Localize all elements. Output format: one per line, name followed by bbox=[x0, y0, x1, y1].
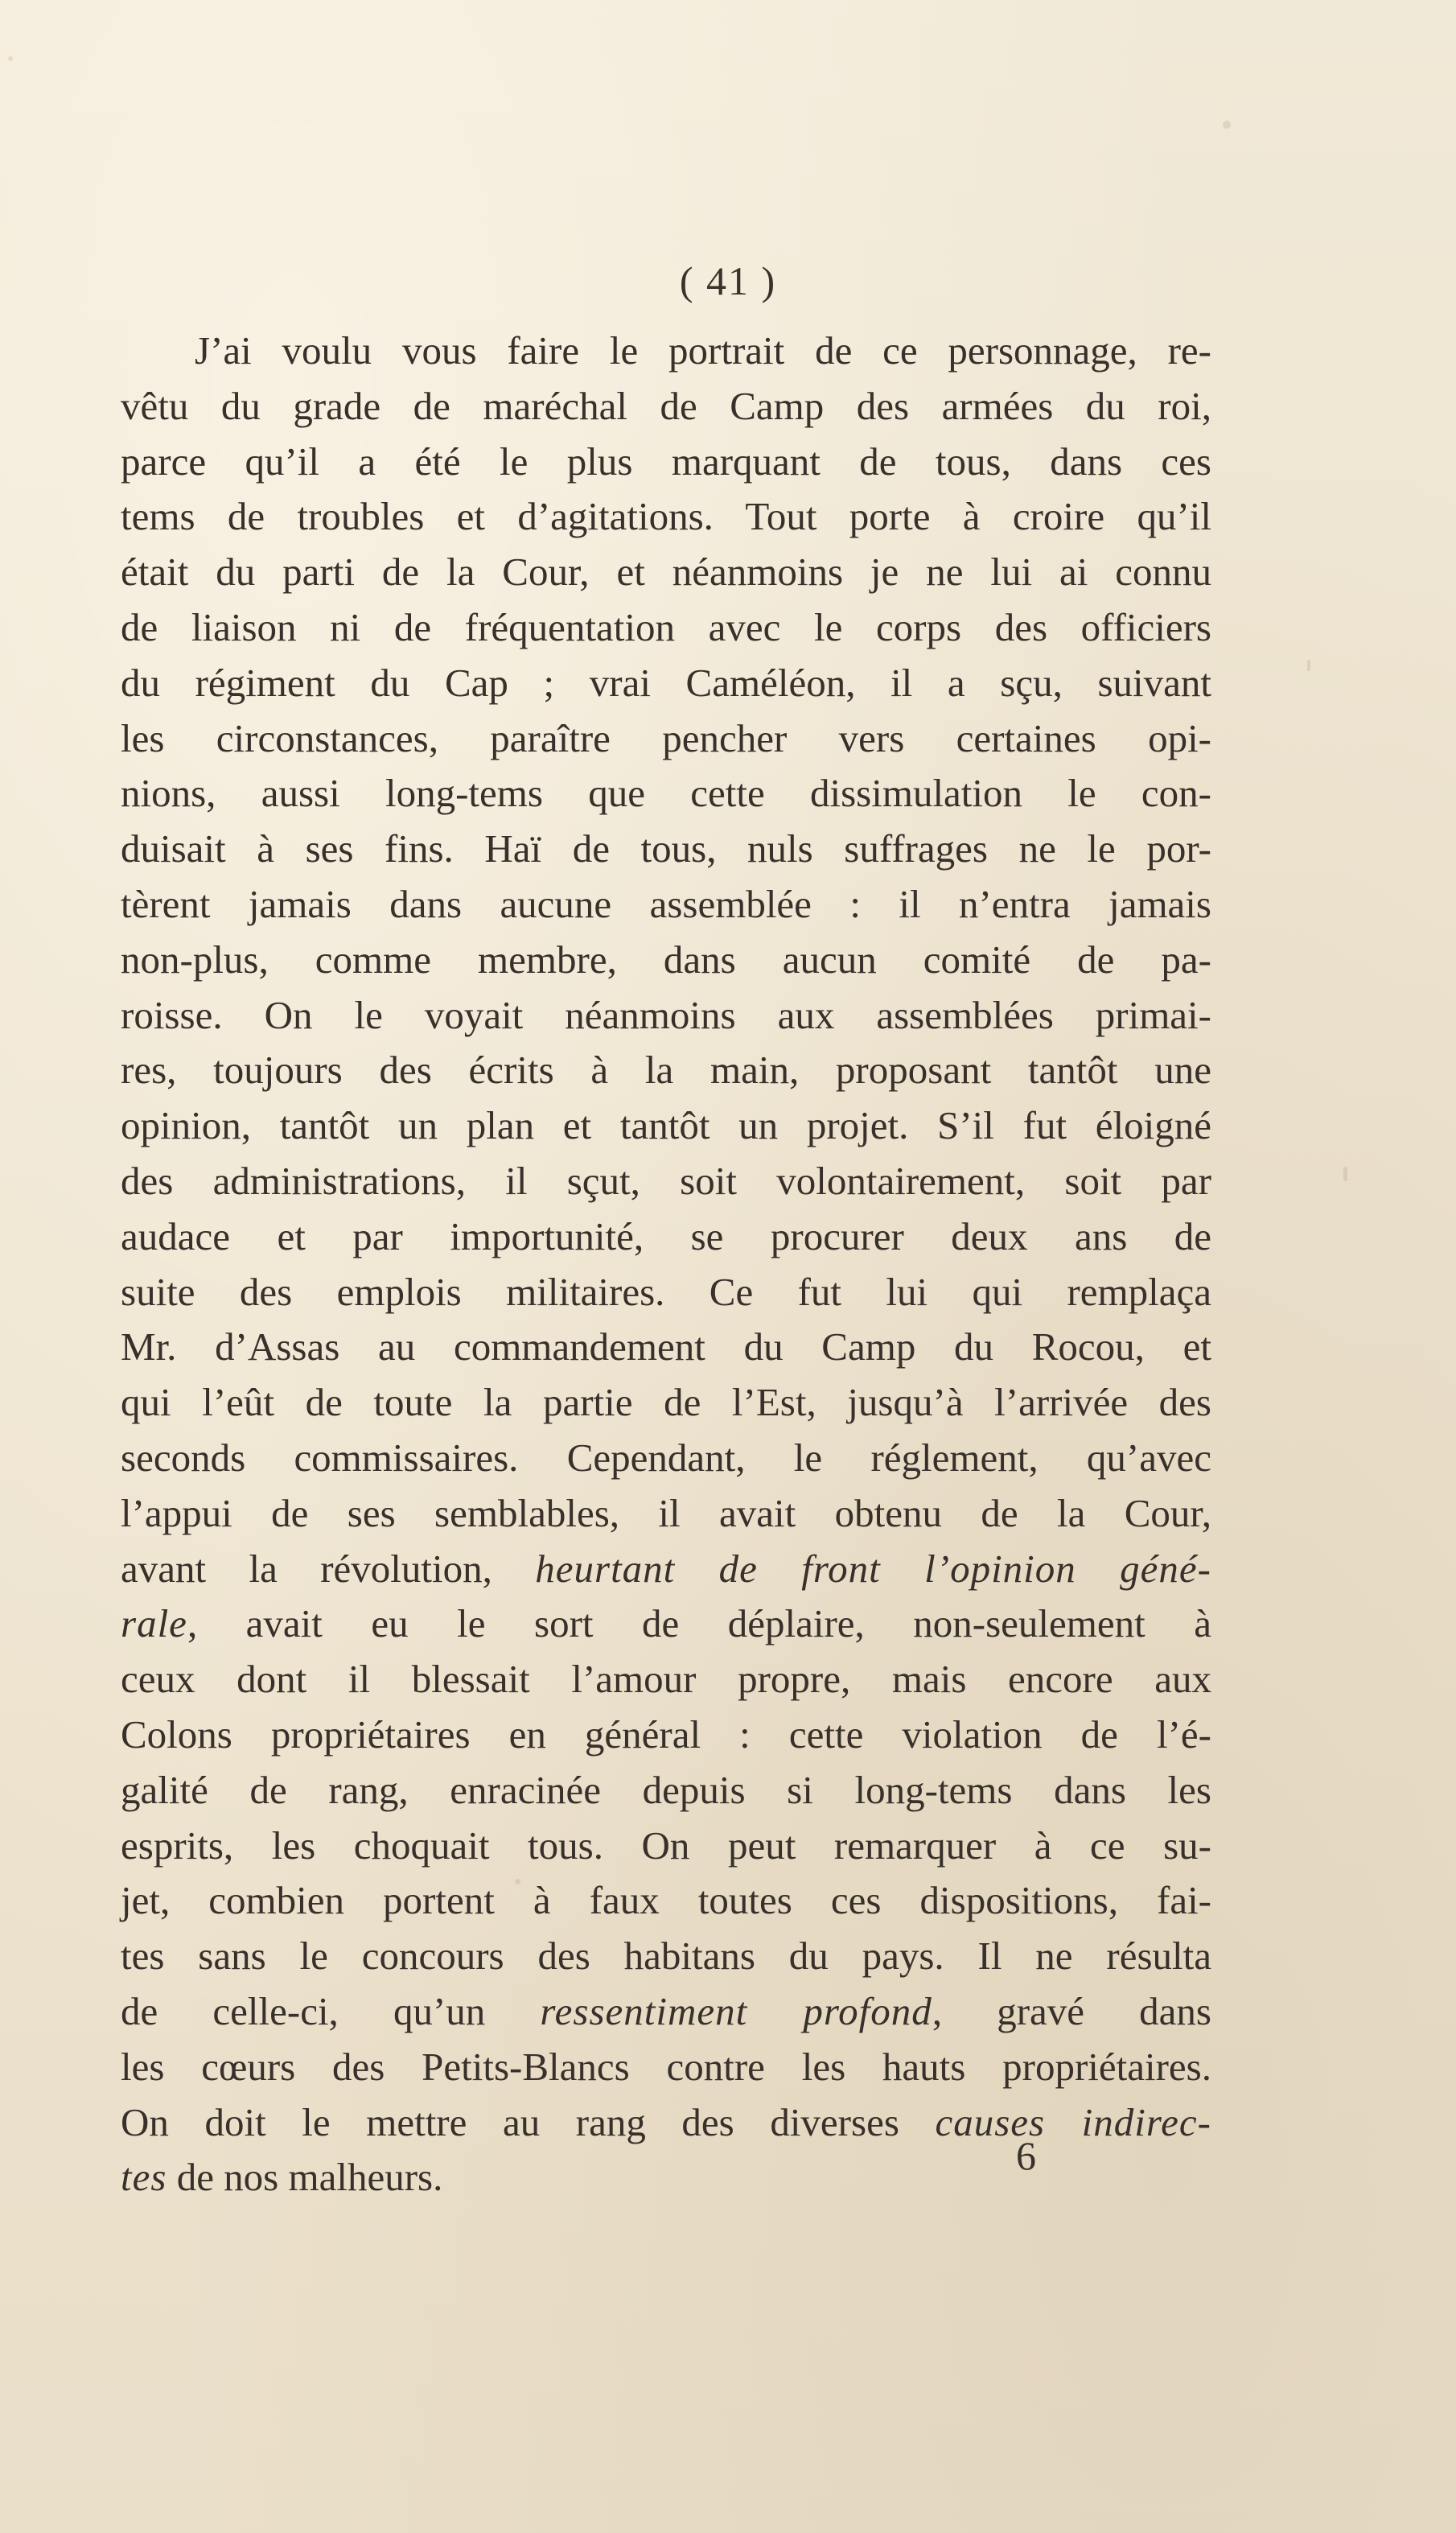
text-segment: opinion, tantôt un plan et tantôt un projet. S’il fut éloigné bbox=[121, 1103, 1211, 1148]
text-segment: les circonstances, paraître pencher vers certaines opi- bbox=[121, 715, 1211, 760]
text-line bbox=[121, 1929, 1211, 1984]
text-segment: tèrent jamais dans aucune assemblée : il n’entra jamais bbox=[121, 881, 1211, 926]
page-number: ( 41 ) bbox=[679, 258, 777, 303]
text-segment: avant la révolution, bbox=[121, 1546, 536, 1591]
text-segment: les cœurs des Petits-Blancs contre les hauts propriétaires. bbox=[121, 2044, 1211, 2089]
text-segment: vêtu du grade de maréchal de Camp des armées du roi, bbox=[121, 383, 1211, 428]
text-line bbox=[121, 379, 1211, 435]
italic-segment: heurtant de front l’opinion géné- bbox=[535, 1546, 1211, 1591]
text-segment: duisait à ses fins. Haï de tous, nuls suffrages ne le por- bbox=[121, 826, 1211, 871]
text-segment: des administrations, il sçut, soit volontairement, soit par bbox=[121, 1158, 1211, 1203]
text-segment: non-plus, comme membre, dans aucun comité de pa- bbox=[121, 937, 1211, 982]
italic-segment: tes bbox=[121, 2155, 167, 2200]
text-segment: du régiment du Cap ; vrai Caméléon, il a sçu, suivant bbox=[121, 660, 1211, 705]
text-line bbox=[121, 988, 1211, 1044]
text-line bbox=[121, 1707, 1211, 1763]
text-line bbox=[121, 1265, 1211, 1320]
text-segment: de celle-ci, qu’un bbox=[121, 1988, 541, 2033]
text-line bbox=[121, 877, 1211, 933]
text-segment: nions, aussi long-tems que cette dissimulation le con- bbox=[121, 771, 1211, 816]
text-line bbox=[121, 1818, 1211, 1874]
text-segment: roisse. On le voyait néanmoins aux assemblées primai- bbox=[121, 992, 1211, 1037]
text-line bbox=[121, 1098, 1211, 1154]
text-segment: , gravé dans bbox=[932, 1988, 1211, 2033]
text-line bbox=[121, 1542, 1211, 1597]
text-line bbox=[121, 656, 1211, 711]
paragraph bbox=[121, 323, 1211, 2206]
text-segment: J’ai voulu vous faire le portrait de ce personnage, re- bbox=[195, 328, 1211, 373]
text-line bbox=[121, 600, 1211, 656]
text-segment: On doit le mettre au rang des diverses bbox=[121, 2099, 936, 2144]
text-line bbox=[121, 1209, 1211, 1265]
text-segment: seconds commissaires. Cependant, le réglement, qu’avec bbox=[121, 1435, 1211, 1480]
text-line bbox=[121, 1486, 1211, 1542]
text-line bbox=[121, 545, 1211, 600]
italic-segment: causes indirec- bbox=[935, 2099, 1211, 2144]
text-line bbox=[121, 1154, 1211, 1209]
text-line bbox=[121, 1431, 1211, 1486]
text-line bbox=[121, 2095, 1211, 2151]
text-line bbox=[121, 822, 1211, 877]
text-segment: était du parti de la Cour, et néanmoins je ne lui ai connu bbox=[121, 550, 1211, 595]
text-segment: audace et par importunité, se procurer deux ans de bbox=[121, 1213, 1211, 1258]
italic-segment: ressentiment profond bbox=[540, 1988, 932, 2033]
text-segment: suite des emplois militaires. Ce fut lui qui remplaça bbox=[121, 1269, 1211, 1314]
text-segment: Colons propriétaires en général : cette violation de l’é- bbox=[121, 1711, 1211, 1757]
text-line bbox=[121, 323, 1211, 379]
text-segment: ceux dont il blessait l’amour propre, mais encore aux bbox=[121, 1657, 1211, 1702]
italic-segment: rale bbox=[121, 1601, 187, 1646]
text-segment: tes sans le concours des habitans du pays. Il ne résulta bbox=[121, 1934, 1211, 1979]
text-line bbox=[121, 1320, 1211, 1375]
paper-spot bbox=[1343, 1167, 1347, 1181]
text-line bbox=[121, 489, 1211, 545]
signature-mark: 6 bbox=[1016, 2133, 1036, 2178]
text-segment: res, toujours des écrits à la main, proposant tantôt une bbox=[121, 1048, 1211, 1093]
text-segment: esprits, les choquait tous. On peut remarquer à ce su- bbox=[121, 1823, 1211, 1868]
text-line bbox=[121, 1375, 1211, 1431]
text-line bbox=[121, 435, 1211, 490]
paper-spot bbox=[8, 56, 13, 61]
text-segment: parce qu’il a été le plus marquant de tous, dans ces bbox=[121, 439, 1211, 484]
text-segment: jet, combien portent à faux toutes ces dispositions, fai- bbox=[121, 1878, 1211, 1923]
text-line bbox=[121, 933, 1211, 988]
text-segment: galité de rang, enracinée depuis si long-tems dans les bbox=[121, 1767, 1211, 1812]
text-line bbox=[121, 711, 1211, 767]
text-segment: de liaison ni de fréquentation avec le corps des officiers bbox=[121, 604, 1211, 649]
text-line bbox=[121, 2040, 1211, 2095]
text-line bbox=[121, 1596, 1211, 1652]
text-segment: qui l’eût de toute la partie de l’Est, jusqu’à l’arrivée des bbox=[121, 1380, 1211, 1425]
text-line bbox=[121, 766, 1211, 822]
text-line bbox=[121, 1984, 1211, 2040]
text-segment: de nos malheurs. bbox=[167, 2155, 443, 2200]
text-segment: tems de troubles et d’agitations. Tout porte à croire qu’il bbox=[121, 494, 1211, 539]
text-line bbox=[121, 1043, 1211, 1098]
text-segment: l’appui de ses semblables, il avait obtenu de la Cour, bbox=[121, 1490, 1211, 1535]
text-line bbox=[121, 2150, 1211, 2206]
text-line bbox=[121, 1763, 1211, 1818]
paper-spot bbox=[1223, 121, 1231, 129]
text-line bbox=[121, 1652, 1211, 1707]
paper-spot bbox=[1307, 660, 1310, 671]
text-line bbox=[121, 1873, 1211, 1929]
text-segment: Mr. d’Assas au commandement du Camp du Rocou, et bbox=[121, 1324, 1211, 1369]
text-segment: , avait eu le sort de déplaire, non-seulement à bbox=[187, 1601, 1211, 1646]
